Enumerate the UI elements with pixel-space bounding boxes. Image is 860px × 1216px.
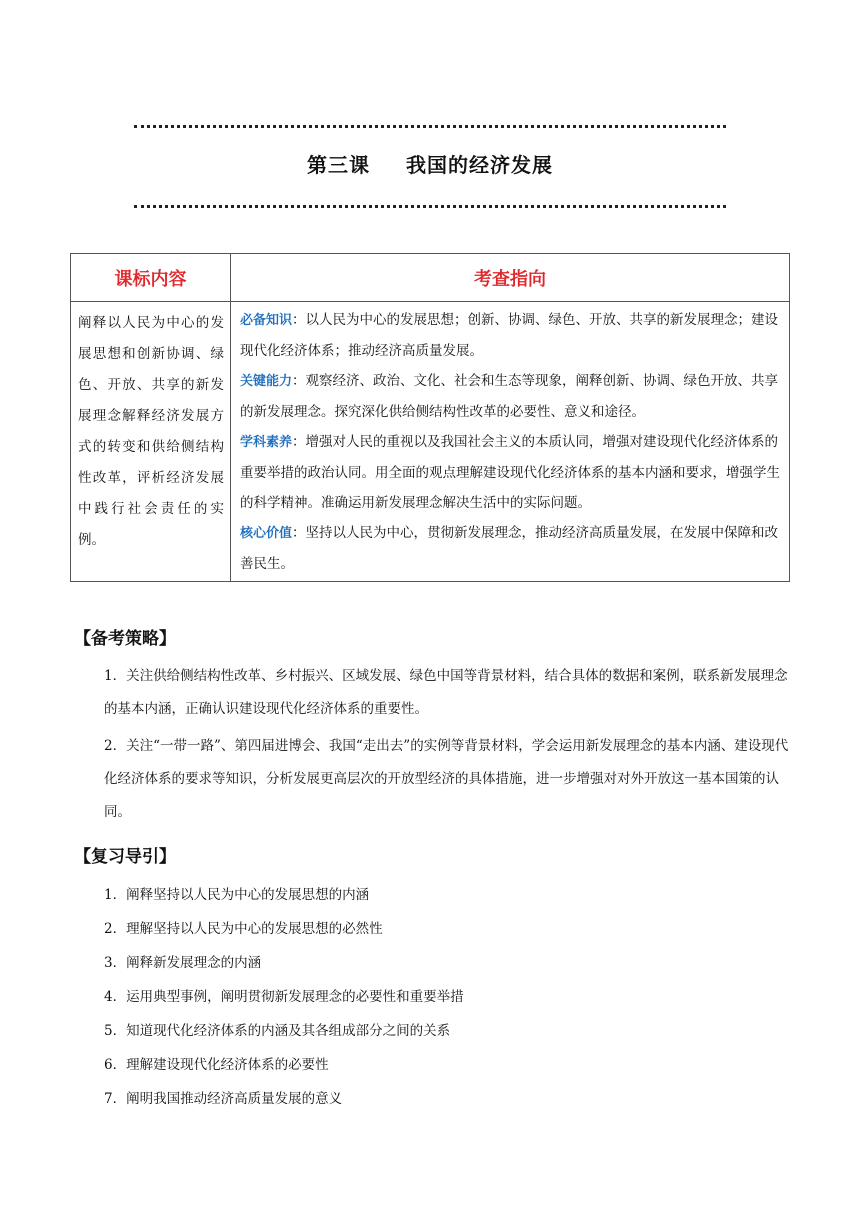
bottom-dotted-divider	[134, 205, 726, 208]
focus-cell	[231, 302, 790, 582]
list-item: 6．理解建设现代化经济体系的必要性	[104, 1057, 329, 1073]
focus-item	[240, 366, 783, 427]
focus-label: 关键能力	[240, 374, 293, 389]
list-item: 4．运用典型事例，阐明贯彻新发展理念的必要性和重要举措	[104, 989, 464, 1005]
table-header-row	[71, 254, 790, 302]
list-item: 5．知道现代化经济体系的内涵及其各组成部分之间的关系	[104, 1023, 451, 1039]
focus-text: ：以人民为中心的发展思想；创新、协调、绿色、开放、共享的新发展理念；建设现代化经济体系；推动经济高质量发展。	[240, 312, 779, 359]
focus-label: 必备知识	[240, 313, 293, 328]
review-heading: 【复习导引】	[74, 847, 176, 867]
focus-item	[240, 305, 783, 366]
col-header-standard: 课标内容	[71, 254, 231, 302]
lesson-number: 第三课	[307, 153, 370, 177]
list-item: 1．阐释坚持以人民为中心的发展思想的内涵	[104, 887, 370, 903]
lesson-title: 我国的经济发展	[406, 153, 553, 177]
strategy-paragraph: 1．关注供给侧结构性改革、乡村振兴、区域发展、绿色中国等背景材料，结合具体的数据和案例，联系新发展理念的基本内涵，正确认识建设现代化经济体系的重要性。	[104, 668, 788, 717]
focus-item	[240, 518, 783, 579]
strategy-heading: 【备考策略】	[74, 629, 176, 649]
table-row	[71, 302, 790, 582]
focus-item	[240, 427, 783, 518]
strategy-paragraph: 2．关注“一带一路”、第四届进博会、我国“走出去”的实例等背景材料，学会运用新发展理念的基本内涵、建设现代化经济体系的要求等知识，分析发展更高层次的开放型经济的具体措施，进一步增强对对外开放这一基本国策的认同。	[104, 738, 789, 820]
list-item: 7．阐明我国推动经济高质量发展的意义	[104, 1091, 343, 1107]
curriculum-table	[70, 253, 790, 582]
standard-cell: 阐释以人民为中心的发展思想和创新协调、绿色、开放、共享的新发展理念解释经济发展方式的转变和供给侧结构性改革，评析经济发展中践行社会责任的实例。	[71, 302, 231, 582]
col-header-focus: 考查指向	[231, 254, 790, 302]
list-item: 3．阐释新发展理念的内涵	[104, 955, 262, 971]
focus-text: ：增强对人民的重视以及我国社会主义的本质认同，增强对建设现代化经济体系的重要举措的政治认同。用全面的观点理解建设现代化经济体系的基本内涵和要求，增强学生的科学精神。准确运用新发展理念解决生活中的实际问题。	[240, 434, 780, 511]
focus-text: ：观察经济、政治、文化、社会和生态等现象，阐释创新、协调、绿色开放、共享的新发展理念。探究深化供给侧结构性改革的必要性、意义和途径。	[240, 373, 779, 420]
list-item: 2．理解坚持以人民为中心的发展思想的必然性	[104, 921, 383, 937]
top-dotted-divider	[134, 125, 726, 128]
focus-label: 核心价值	[240, 526, 293, 541]
page-title	[0, 149, 860, 178]
focus-text: ：坚持以人民为中心，贯彻新发展理念，推动经济高质量发展，在发展中保障和改善民生。	[240, 525, 779, 572]
focus-label: 学科素养	[240, 435, 293, 450]
review-list	[104, 878, 464, 1116]
